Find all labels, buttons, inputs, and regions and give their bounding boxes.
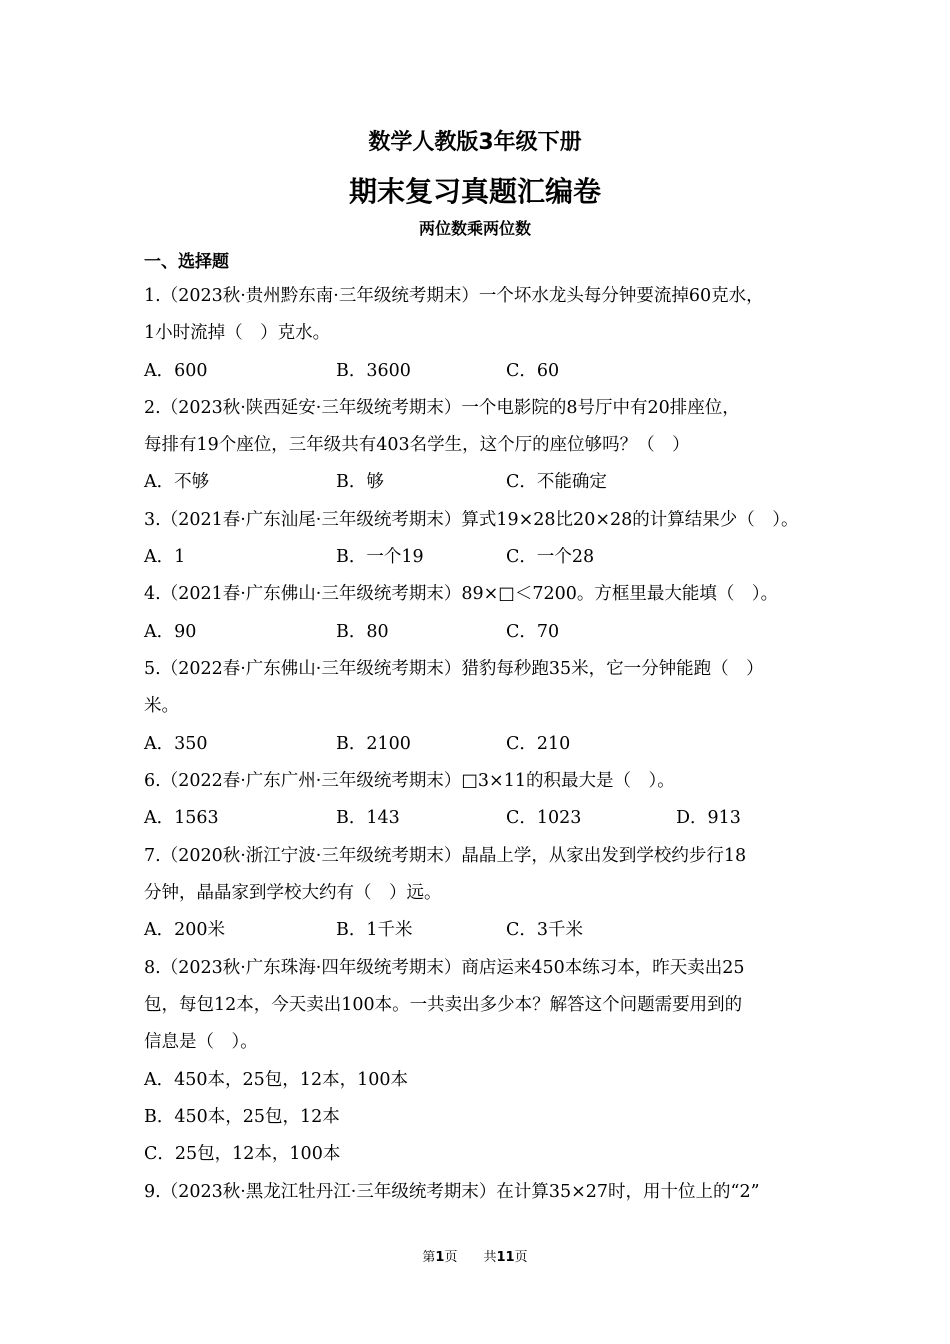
- question-5-line-2: 米。: [144, 696, 179, 716]
- question-7-option-a: A．200米: [144, 920, 226, 940]
- question-1-option-a: A．600: [144, 361, 208, 381]
- question-3-line-1: 3.（2021春·广东汕尾·三年级统考期末）算式19×28比20×28的计算结果少（ ）。: [144, 510, 799, 530]
- page-footer: [0, 1246, 950, 1265]
- question-1-line-2: 1小时流掉（ ）克水。: [144, 323, 331, 343]
- question-7-option-b: B．1千米: [336, 920, 413, 940]
- question-6-option-b: B．143: [336, 808, 400, 828]
- question-3-option-a: A．1: [144, 547, 186, 567]
- question-8-option-b: B．450本，25包，12本: [144, 1107, 340, 1127]
- question-1-option-c: C．60: [506, 361, 560, 381]
- document-title: 数学人教版3年级下册: [368, 130, 582, 155]
- question-8-line-2: 包，每包12本，今天卖出100本。一共卖出多少本？解答这个问题需要用到的: [144, 995, 743, 1015]
- question-1-line-1: 1.（2023秋·贵州黔东南·三年级统考期末）一个坏水龙头每分钟要流掉60克水，: [144, 286, 764, 306]
- question-7-option-c: C．3千米: [506, 920, 584, 940]
- question-9-line-1: 9.（2023秋·黑龙江牡丹江·三年级统考期末）在计算35×27时，用十位上的“2”: [144, 1182, 760, 1202]
- question-5-option-b: B．2100: [336, 734, 411, 754]
- question-7-line-1: 7.（2020秋·浙江宁波·三年级统考期末）晶晶上学，从家出发到学校约步行18: [144, 846, 747, 866]
- section-heading: 一、选择题: [144, 252, 229, 272]
- question-4-option-a: A．90: [144, 622, 197, 642]
- question-6-option-c: C．1023: [506, 808, 582, 828]
- question-5-line-1: 5.（2022春·广东佛山·三年级统考期末）猎豹每秒跑35米，它一分钟能跑（ ）: [144, 659, 764, 679]
- question-2-option-a: A．不够: [144, 472, 210, 492]
- question-4-line-1: 4.（2021春·广东佛山·三年级统考期末）89×□＜7200。方框里最大能填（ ）。: [144, 584, 779, 604]
- document-subtitle: 两位数乘两位数: [418, 219, 531, 238]
- footer-total-suffix: 页: [514, 1250, 528, 1265]
- footer-page-suffix: 页: [444, 1250, 458, 1265]
- footer-page-number: 1: [435, 1250, 445, 1265]
- question-8-line-1: 8.（2023秋·广东珠海·四年级统考期末）商店运来450本练习本，昨天卖出25: [144, 958, 745, 978]
- question-8-line-3: 信息是（ ）。: [144, 1032, 258, 1052]
- question-6-option-d: D．913: [676, 808, 741, 828]
- question-6-line-1: 6.（2022春·广东广州·三年级统考期末）□3×11的积最大是（ ）。: [144, 771, 675, 791]
- question-5-option-a: A．350: [144, 734, 208, 754]
- question-3-option-b: B．一个19: [336, 547, 424, 567]
- question-2-option-c: C．不能确定: [506, 472, 607, 492]
- question-8-option-c: C．25包，12本，100本: [144, 1144, 341, 1164]
- question-2-line-1: 2.（2023秋·陕西延安·三年级统考期末）一个电影院的8号厅中有20排座位，: [144, 398, 740, 418]
- question-5-option-c: C．210: [506, 734, 571, 754]
- question-6-option-a: A．1563: [144, 808, 219, 828]
- question-2-option-b: B．够: [336, 472, 384, 492]
- question-4-option-b: B．80: [336, 622, 389, 642]
- question-3-option-c: C．一个28: [506, 547, 595, 567]
- question-2-line-2: 每排有19个座位，三年级共有403名学生，这个厅的座位够吗？（ ）: [144, 435, 690, 455]
- footer-page-prefix: 第: [422, 1250, 436, 1265]
- document-main-title: 期末复习真题汇编卷: [348, 175, 601, 208]
- question-8-option-a: A．450本，25包，12本，100本: [144, 1070, 408, 1090]
- footer-total-pages: 11: [496, 1250, 515, 1265]
- question-7-line-2: 分钟，晶晶家到学校大约有（ ）远。: [144, 883, 442, 903]
- question-4-option-c: C．70: [506, 622, 560, 642]
- footer-total-prefix: 共: [483, 1250, 497, 1265]
- question-1-option-b: B．3600: [336, 361, 411, 381]
